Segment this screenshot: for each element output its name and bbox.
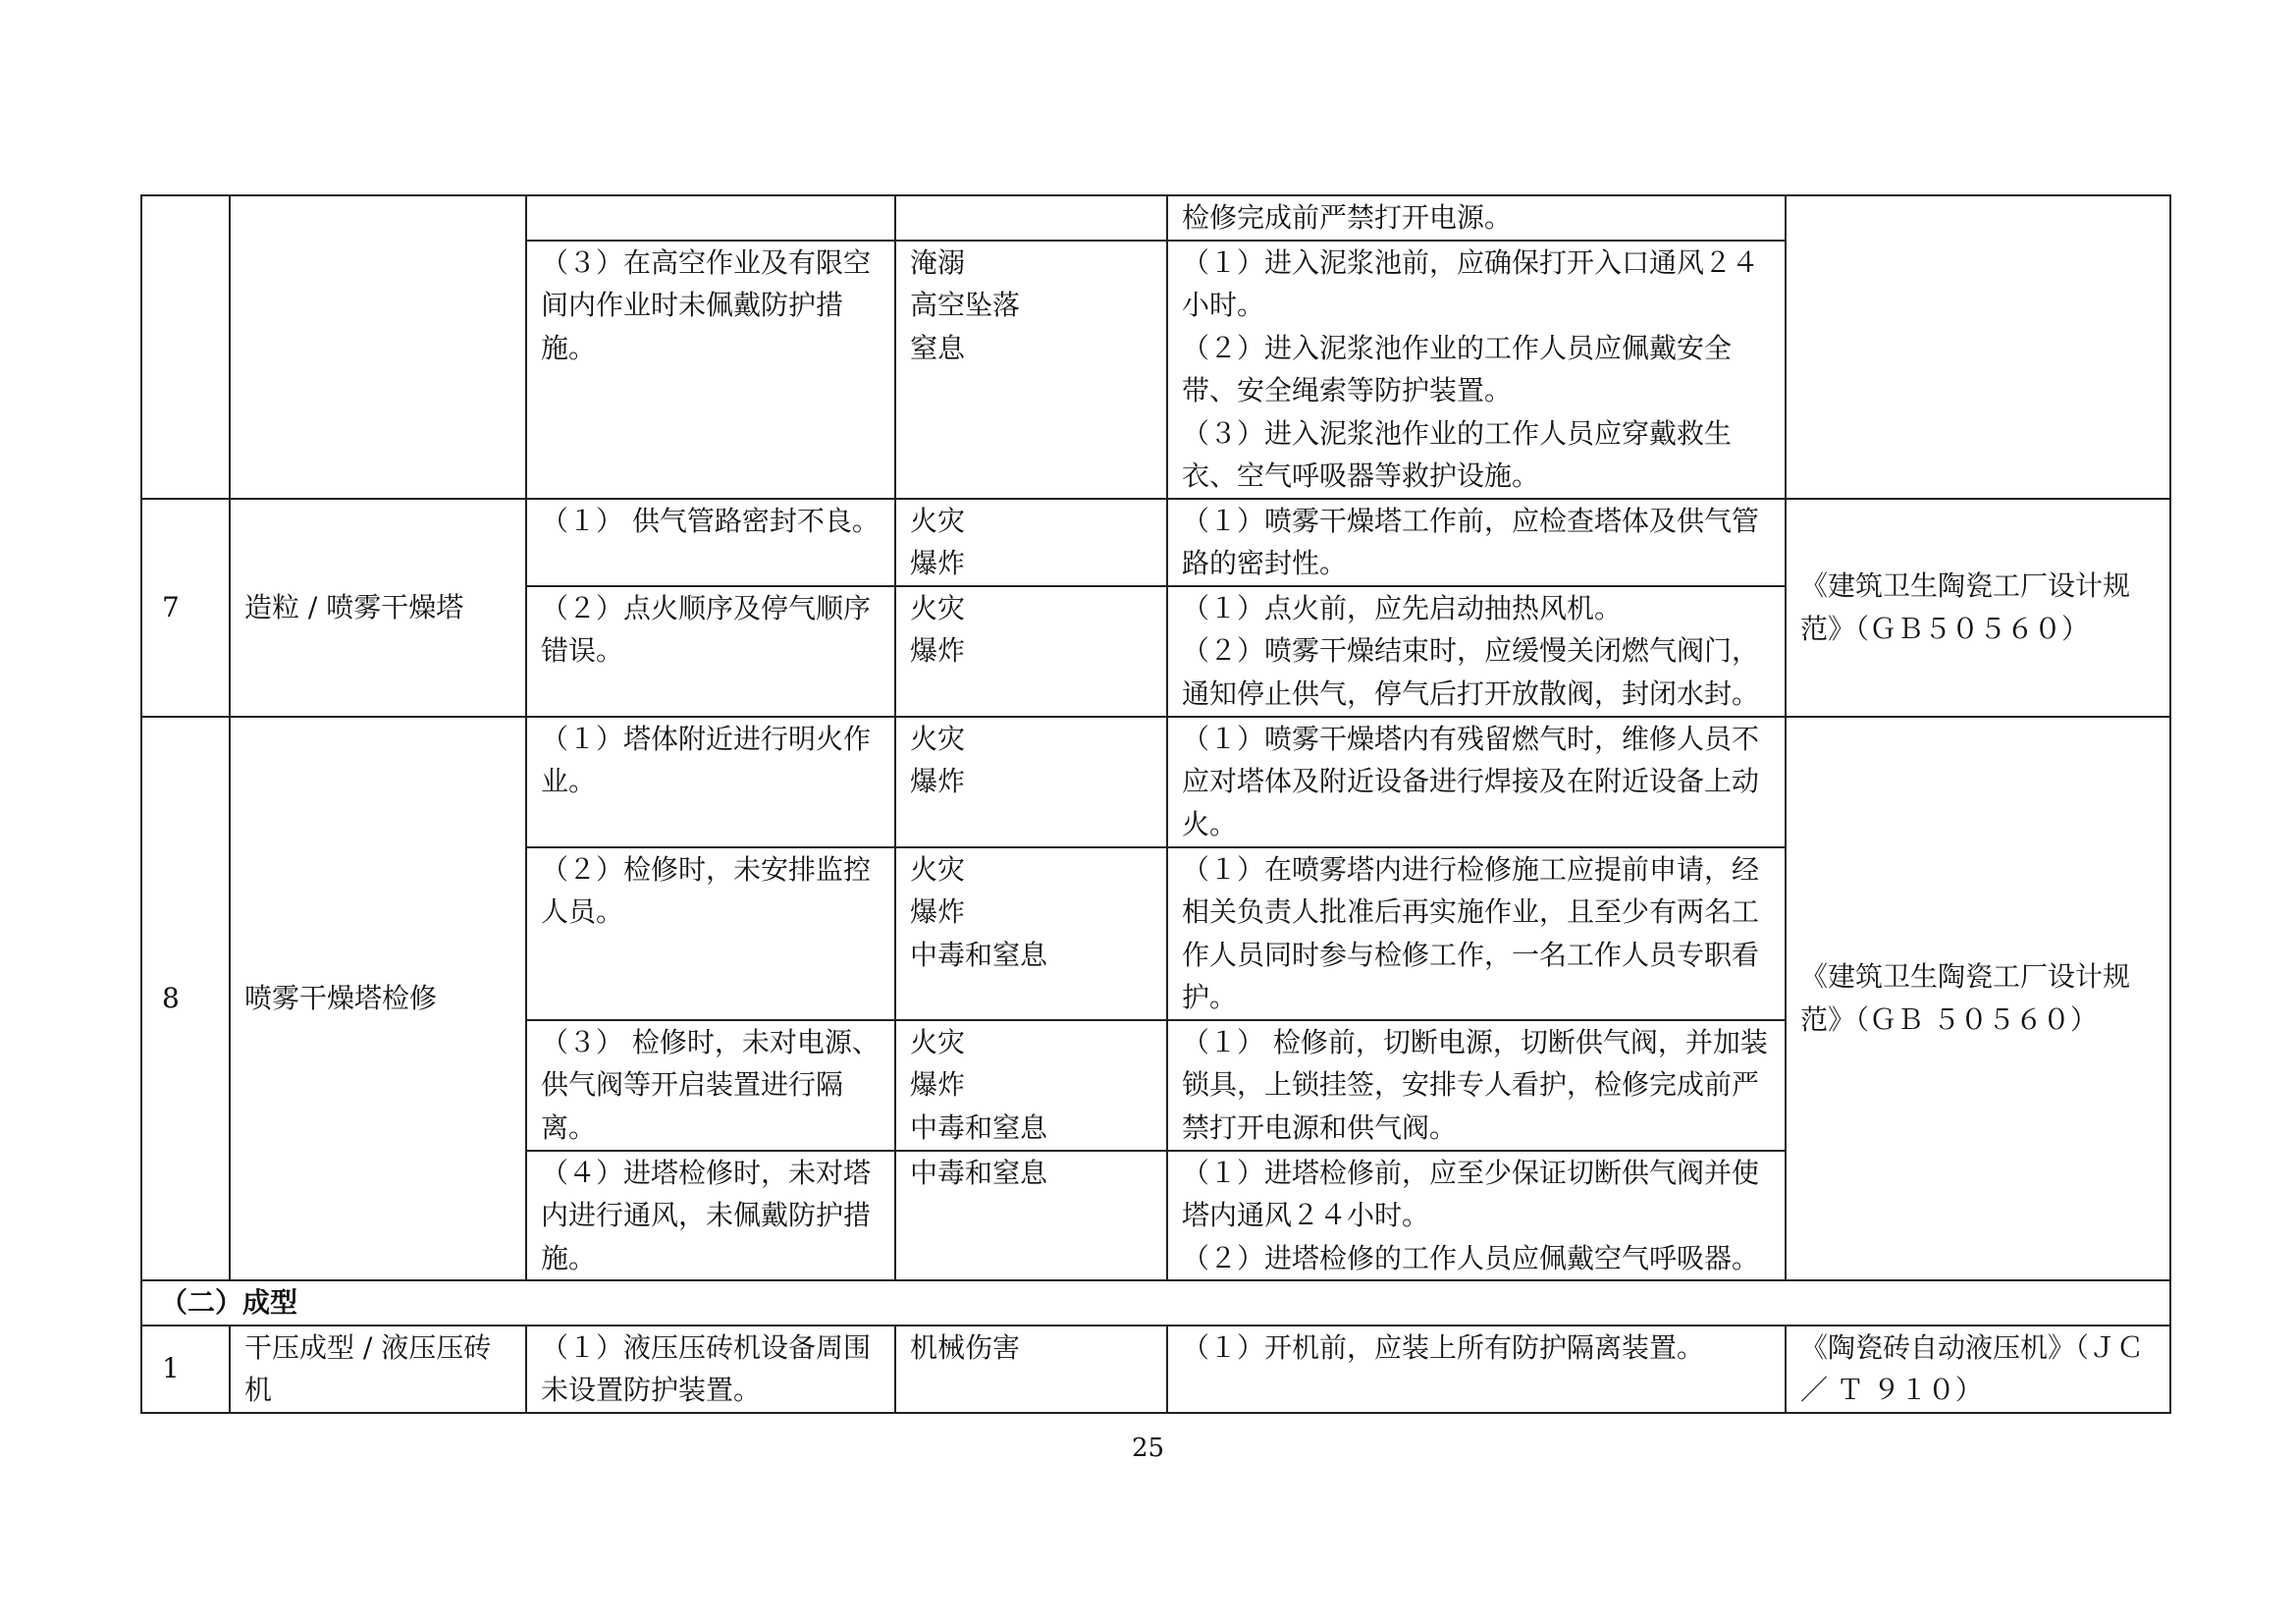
row-number: 7	[141, 499, 230, 717]
hazard-text: 中毒和窒息	[910, 1156, 1048, 1189]
measure-text: （１）开机前，应装上所有防护隔离装置。	[1182, 1330, 1705, 1364]
standard-cell: 《建筑卫生陶瓷工厂设计规范》（ＧＢ ５０５６０）	[1786, 717, 2170, 1281]
measure-text: （１）在喷雾塔内进行检修施工应提前申请，经相关负责人批准后再实施作业，且至少有两名工作人员同时参与检修工作，一名工作人员专职看护。	[1182, 852, 1760, 1013]
measure-cell	[1167, 499, 1786, 586]
hazard-cell	[895, 241, 1167, 499]
cause-cell	[526, 499, 895, 586]
hazard-text: 高空坠落	[910, 289, 1021, 321]
cause-cell	[526, 241, 895, 499]
hazard-text: 火灾	[910, 852, 966, 886]
measure-cell	[1167, 1151, 1786, 1281]
standard-cell	[1786, 1326, 2170, 1413]
hazard-text: 火灾	[910, 591, 966, 624]
section-title: （二）成型	[141, 1280, 2170, 1326]
continued-hazard-cell	[895, 195, 1167, 241]
hazard-text: 火灾	[910, 504, 966, 537]
measure-text: （２）喷雾干燥结束时，应缓慢关闭燃气阀门，通知停止供气，停气后打开放散阀，封闭水封。	[1182, 634, 1760, 710]
continued-measure-cell	[1167, 195, 1786, 241]
measure-cell	[1167, 1020, 1786, 1151]
hazard-text: 爆炸	[910, 765, 966, 797]
measure-text: （１）进塔检修前，应至少保证切断供气阀并使塔内通风２４小时。	[1182, 1156, 1760, 1231]
hazard-text: 爆炸	[910, 547, 966, 579]
table-row	[141, 717, 2170, 847]
measure-text: （１） 检修前，切断电源，切断供气阀，并加装锁具，上锁挂签，安排专人看护，检修完成前严禁打开电源和供气阀。	[1182, 1025, 1768, 1144]
standard-cell: 《建筑卫生陶瓷工厂设计规范》（ＧＢ５０５６０）	[1786, 499, 2170, 717]
cause-text: （４）进塔检修时，未对塔内进行通风，未佩戴防护措施。	[541, 1156, 872, 1274]
hazard-text: 火灾	[910, 1025, 966, 1058]
cause-cell	[526, 1326, 895, 1413]
measure-text: （１）喷雾干燥塔工作前，应检查塔体及供气管路的密封性。	[1182, 504, 1760, 579]
measure-text: （３）进入泥浆池作业的工作人员应穿戴救生衣、空气呼吸器等救护设施。	[1182, 416, 1733, 492]
measure-cell	[1167, 241, 1786, 499]
item-name	[230, 1326, 526, 1413]
cause-cell	[526, 847, 895, 1020]
hazard-cell	[895, 1151, 1167, 1281]
cause-cell	[526, 1020, 895, 1151]
cause-text: （３） 检修时，未对电源、供气阀等开启装置进行隔离。	[541, 1025, 880, 1144]
item-name: 造粒 / 喷雾干燥塔	[230, 499, 526, 717]
measure-cell	[1167, 717, 1786, 847]
section-row	[141, 1280, 2170, 1326]
hazard-text: 淹溺	[910, 245, 966, 279]
continued-cause-cell	[526, 195, 895, 241]
hazard-text: 爆炸	[910, 634, 966, 667]
hazard-table	[140, 194, 2171, 1414]
continued-standard-cell	[1786, 195, 2170, 499]
cause-text: （２）点火顺序及停气顺序错误。	[541, 591, 872, 667]
measure-text: （１）点火前，应先启动抽热风机。	[1182, 591, 1623, 624]
hazard-cell	[895, 1326, 1167, 1413]
cause-cell	[526, 1151, 895, 1281]
hazard-text: 中毒和窒息	[910, 1110, 1048, 1144]
measure-cell	[1167, 586, 1786, 717]
measure-cell	[1167, 1326, 1786, 1413]
continued-name-cell	[230, 195, 526, 499]
cause-text: （３）在高空作业及有限空间内作业时未佩戴防护措施。	[541, 245, 872, 364]
cause-cell	[526, 717, 895, 847]
row-number: 1	[141, 1326, 230, 1413]
item-name: 喷雾干燥塔检修	[230, 717, 526, 1281]
hazard-text: 机械伤害	[910, 1330, 1021, 1364]
measure-cell	[1167, 847, 1786, 1020]
cause-text: （２）检修时，未安排监控人员。	[541, 852, 872, 928]
measure-text: （１）进入泥浆池前，应确保打开入口通风２４小时。	[1182, 245, 1760, 321]
cause-text: （１） 供气管路密封不良。	[541, 504, 880, 537]
table-row	[141, 1326, 2170, 1413]
hazard-cell	[895, 586, 1167, 717]
hazard-text: 中毒和窒息	[910, 938, 1048, 971]
hazard-text: 窒息	[910, 331, 966, 364]
measure-text: 检修完成前严禁打开电源。	[1182, 201, 1513, 234]
measure-text: （２）进入泥浆池作业的工作人员应佩戴安全带、安全绳索等防护装置。	[1182, 331, 1733, 406]
hazard-cell	[895, 1020, 1167, 1151]
measure-text: （２）进塔检修的工作人员应佩戴空气呼吸器。	[1182, 1241, 1760, 1274]
hazard-cell	[895, 499, 1167, 586]
hazard-text: 爆炸	[910, 1068, 966, 1101]
cause-text: （１）液压压砖机设备周围未设置防护装置。	[541, 1330, 872, 1406]
page-number: 25	[1131, 1434, 1165, 1463]
hazard-cell	[895, 847, 1167, 1020]
standard-text: 《陶瓷砖自动液压机》（ＪＣ／ Ｔ ９１０）	[1800, 1330, 2145, 1406]
hazard-text: 火灾	[910, 722, 966, 755]
cause-text: （１）塔体附近进行明火作业。	[541, 722, 872, 797]
hazard-text: 爆炸	[910, 895, 966, 928]
hazard-cell	[895, 717, 1167, 847]
continued-number-cell	[141, 195, 230, 499]
measure-text: （１）喷雾干燥塔内有残留燃气时，维修人员不应对塔体及附近设备进行焊接及在附近设备上动火。	[1182, 722, 1760, 840]
cause-cell	[526, 586, 895, 717]
table-row	[141, 499, 2170, 586]
row-number: 8	[141, 717, 230, 1281]
item-name-text: 干压成型 / 液压压砖机	[244, 1330, 492, 1406]
